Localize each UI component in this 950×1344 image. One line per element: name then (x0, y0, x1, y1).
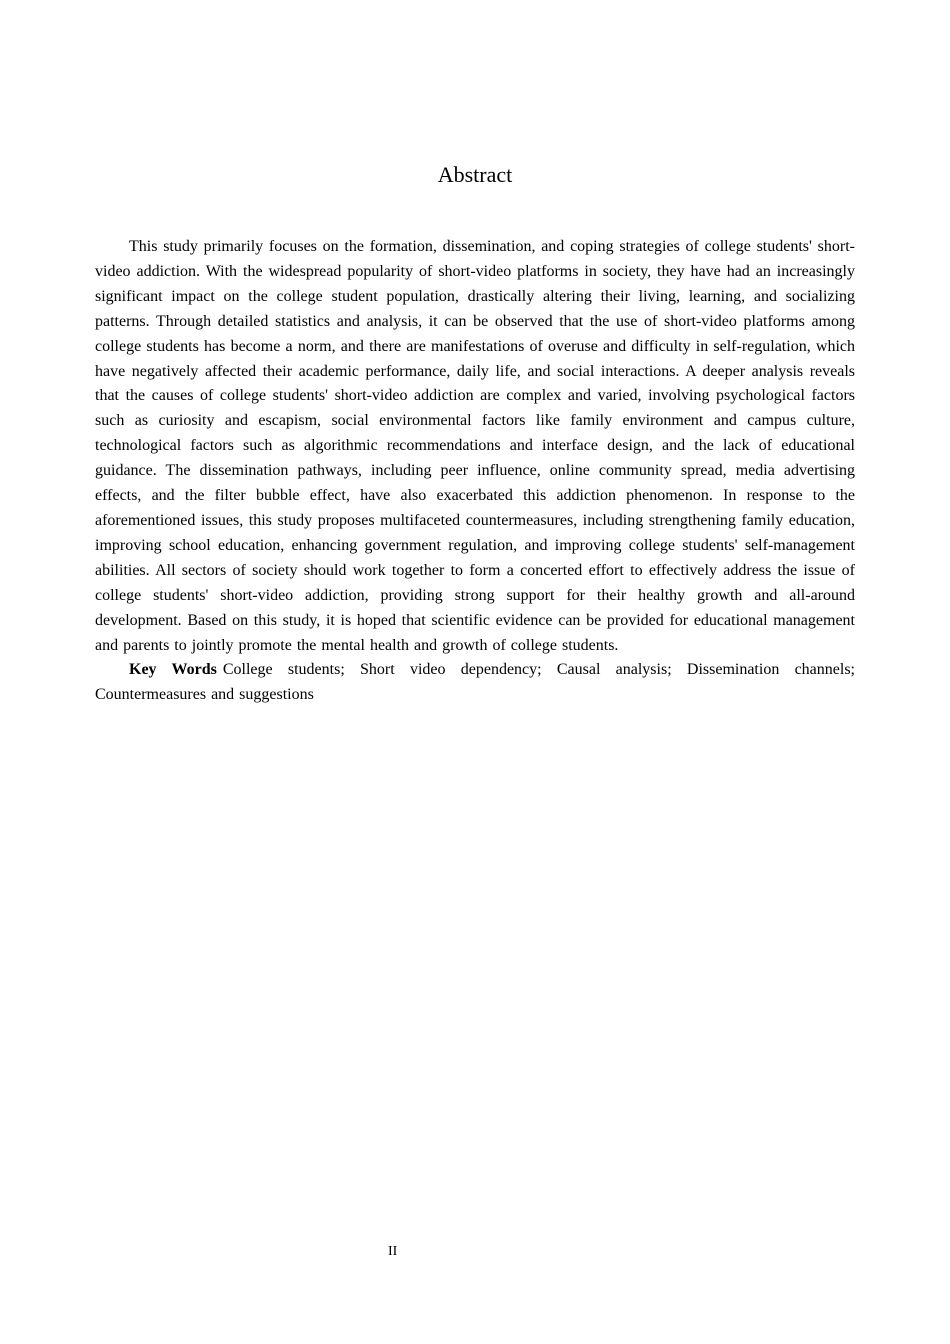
keywords-text: College students; Short video dependency; Causal analysis; Dissemination channels; Countermeasures and suggestions (95, 661, 855, 704)
abstract-paragraph: This study primarily focuses on the formation, dissemination, and coping strategies of college students' short-video addiction. With the widespread popularity of short-video platforms in society, they have had an increasingly significant impact on the college student population, drastically altering their living, learning, and socializing patterns. Through detailed statistics and analysis, it can be observed that the use of short-video platforms among college students has become a norm, and there are manifestations of overuse and difficulty in self-regulation, which have negatively affected their academic performance, daily life, and social interactions. A deeper analysis reveals that the causes of college students' short-video addiction are complex and varied, involving psychological factors such as curiosity and escapism, social environmental factors like family environment and campus culture, technological factors such as algorithmic recommendations and interface design, and the lack of educational guidance. The dissemination pathways, including peer influence, online community spread, media advertising effects, and the filter bubble effect, have also exacerbated this addiction phenomenon. In response to the aforementioned issues, this study proposes multifaceted countermeasures, including strengthening family education, improving school education, enhancing government regulation, and improving college students' self-management abilities. All sectors of society should work together to form a concerted effort to effectively address the issue of college students' short-video addiction, providing strong support for their healthy growth and all-around development. Based on this study, it is hoped that scientific evidence can be provided for educational management and parents to jointly promote the mental health and growth of college students. (95, 238, 855, 654)
page-number: II (388, 1244, 398, 1259)
abstract-title: Abstract (437, 162, 513, 187)
abstract-body (95, 235, 855, 708)
keywords-label: Key Words (129, 661, 217, 679)
keywords-paragraph (95, 658, 855, 708)
